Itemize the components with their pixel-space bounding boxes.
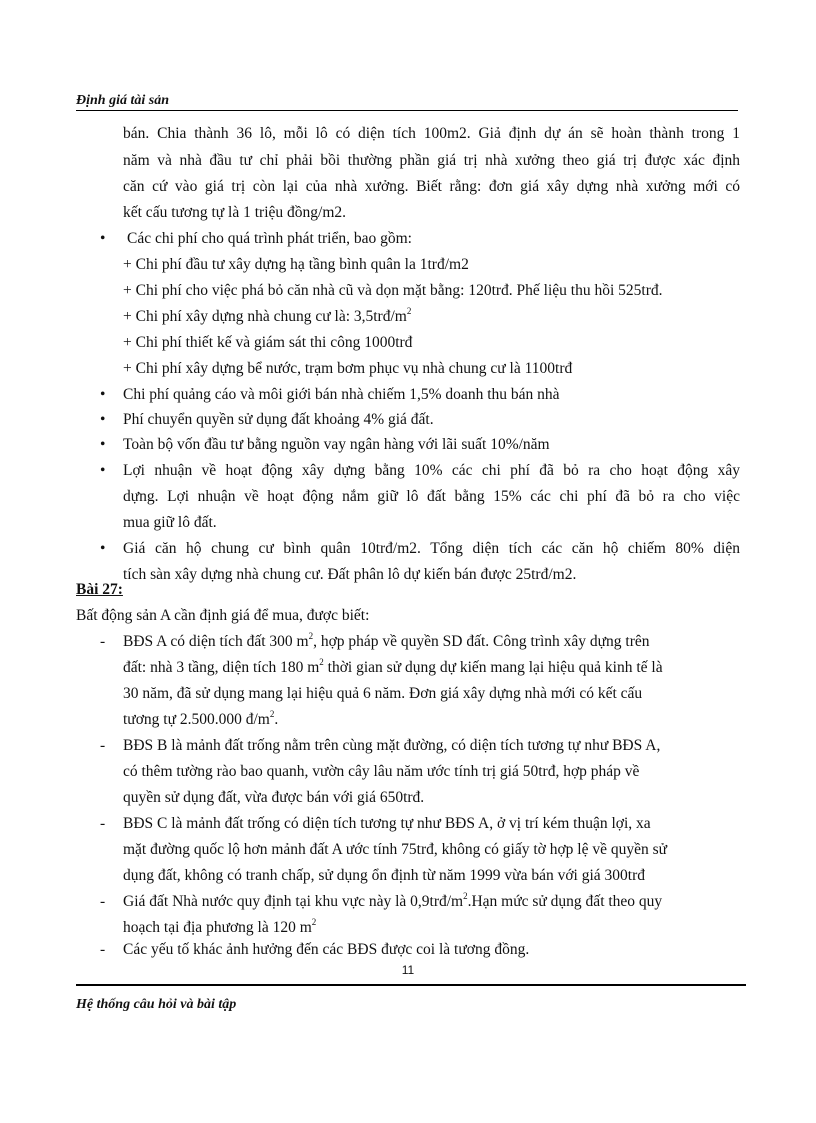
text-segment: tương tự 2.500.000 đ/m xyxy=(123,711,270,728)
text-line: Các yếu tố khác ảnh hưởng đến các BĐS được coi là tương đồng. xyxy=(123,941,530,958)
text-line xyxy=(123,918,316,938)
text-segment: thời gian sử dụng dự kiến mang lại hiệu quả kinh tế là xyxy=(323,659,663,676)
superscript: 2 xyxy=(319,656,324,667)
text-line xyxy=(123,710,278,730)
text-segment: .Hạn mức sử dụng đất theo quy xyxy=(467,893,663,910)
text-segment: hoạch tại địa phương là 120 m xyxy=(123,919,312,936)
cost-item: + Chi phí cho việc phá bỏ căn nhà cũ và dọn mặt bằng: 120trđ. Phế liệu thu hồi 525trđ. xyxy=(123,282,663,299)
dash-marker: - xyxy=(100,737,106,754)
cost-item: + Chi phí đầu tư xây dựng hạ tầng bình quân la 1trđ/m2 xyxy=(123,256,469,273)
text-line: BĐS C là mảnh đất trống có diện tích tương tự như BĐS A, ở vị trí kém thuận lợi, xa xyxy=(123,815,651,832)
text-line xyxy=(123,892,662,912)
text-line: tích sàn xây dựng nhà chung cư. Đất phân lô dự kiến bán được 25trđ/m2. xyxy=(123,566,577,583)
text-line: bán. Chia thành 36 lô, mỗi lô có diện tích 100m2. Giả định dự án sẽ hoàn thành trong 1 xyxy=(123,125,740,142)
text-line: quyền sử dụng đất, vừa được bán với giá 650trđ. xyxy=(123,789,425,806)
text-line: có thêm tường rào bao quanh, vườn cây lâu năm ước tính trị giá 50trđ, hợp pháp về xyxy=(123,763,640,780)
superscript: 2 xyxy=(311,916,317,927)
costs-intro: Các chi phí cho quá trình phát triển, bao gồm: xyxy=(127,230,412,247)
text-segment: Giá đất Nhà nước quy định tại khu vực này là 0,9trđ/m xyxy=(123,893,464,910)
dash-marker: - xyxy=(100,893,106,910)
superscript: 2 xyxy=(406,305,412,316)
text-line: Lợi nhuận về hoạt động xây dựng bằng 10% các chi phí đã bỏ ra cho hoạt động xây xyxy=(123,462,740,479)
header-rule xyxy=(76,110,738,111)
cost-item xyxy=(123,307,411,327)
exercise-intro: Bất động sản A cần định giá để mua, được biết: xyxy=(76,607,370,624)
cost-item: + Chi phí xây dựng bể nước, trạm bơm phục vụ nhà chung cư là 1100trđ xyxy=(123,360,573,377)
bullet-marker: • xyxy=(100,540,106,557)
text-line: 30 năm, đã sử dụng mang lại hiệu quả 6 năm. Đơn giá xây dựng nhà mới có kết cấu xyxy=(123,685,643,702)
bullet-marker: • xyxy=(100,436,106,453)
superscript: 2 xyxy=(463,890,468,901)
dash-marker: - xyxy=(100,941,106,958)
footer-rule xyxy=(76,984,746,986)
dash-marker: - xyxy=(100,815,106,832)
bullet-text: Toàn bộ vốn đầu tư bằng nguồn vay ngân hàng với lãi suất 10%/năm xyxy=(123,436,550,453)
text-line: Giá căn hộ chung cư bình quân 10trđ/m2. Tổng diện tích các căn hộ chiếm 80% diện xyxy=(123,540,740,557)
text-line: mặt đường quốc lộ hơn mảnh đất A ước tính 75trđ, không có giấy tờ hợp lệ về quyền sử xyxy=(123,841,668,858)
text-segment: . xyxy=(274,711,279,728)
text-segment: BĐS A có diện tích đất 300 m xyxy=(123,633,309,650)
text-line xyxy=(123,658,663,678)
page-header-title: Định giá tài sản xyxy=(76,93,169,108)
text-line xyxy=(123,632,650,652)
text-line: căn cứ vào giá trị còn lại của nhà xưởng. Biết rằng: đơn giá xây dựng nhà xưởng mới có xyxy=(123,178,740,195)
bullet-marker: • xyxy=(100,386,106,403)
text-line: mua giữ lô đất. xyxy=(123,514,217,531)
text-line: BĐS B là mảnh đất trống nằm trên cùng mặt đường, có diện tích tương tự như BĐS A, xyxy=(123,737,661,754)
bullet-marker: • xyxy=(100,462,106,479)
bullet-marker: • xyxy=(100,411,106,428)
dash-marker: - xyxy=(100,633,106,650)
superscript: 2 xyxy=(308,630,314,641)
exercise-title: Bài 27: xyxy=(76,581,123,598)
text-line: kết cấu tương tự là 1 triệu đồng/m2. xyxy=(123,204,347,221)
text-line: dụng đất, không có tranh chấp, sử dụng ổn định từ năm 1999 vừa bán với giá 300trđ xyxy=(123,867,645,884)
text-segment: , hợp pháp về quyền SD đất. Công trình xây dựng trên xyxy=(313,633,650,650)
page-number: 11 xyxy=(401,963,415,977)
cost-item-text: + Chi phí xây dựng nhà chung cư là: 3,5trđ/m xyxy=(123,308,407,325)
bullet-text: Chi phí quảng cáo và môi giới bán nhà chiếm 1,5% doanh thu bán nhà xyxy=(123,386,560,403)
page-footer-title: Hệ thống câu hỏi và bài tập xyxy=(76,997,237,1012)
bullet-text: Phí chuyển quyền sử dụng đất khoảng 4% giá đất. xyxy=(123,411,434,428)
cost-item: + Chi phí thiết kế và giám sát thi công 1000trđ xyxy=(123,334,413,351)
text-line: dựng. Lợi nhuận về hoạt động nắm giữ lô đất bằng 15% các chi phí đã bỏ ra cho việc xyxy=(123,488,740,505)
text-line: năm và nhà đầu tư chỉ phải bồi thường phần giá trị nhà xưởng theo giá trị được xác định xyxy=(123,152,740,169)
superscript: 2 xyxy=(269,708,275,719)
text-segment: đất: nhà 3 tầng, diện tích 180 m xyxy=(123,659,320,676)
bullet-marker: • xyxy=(100,230,106,247)
